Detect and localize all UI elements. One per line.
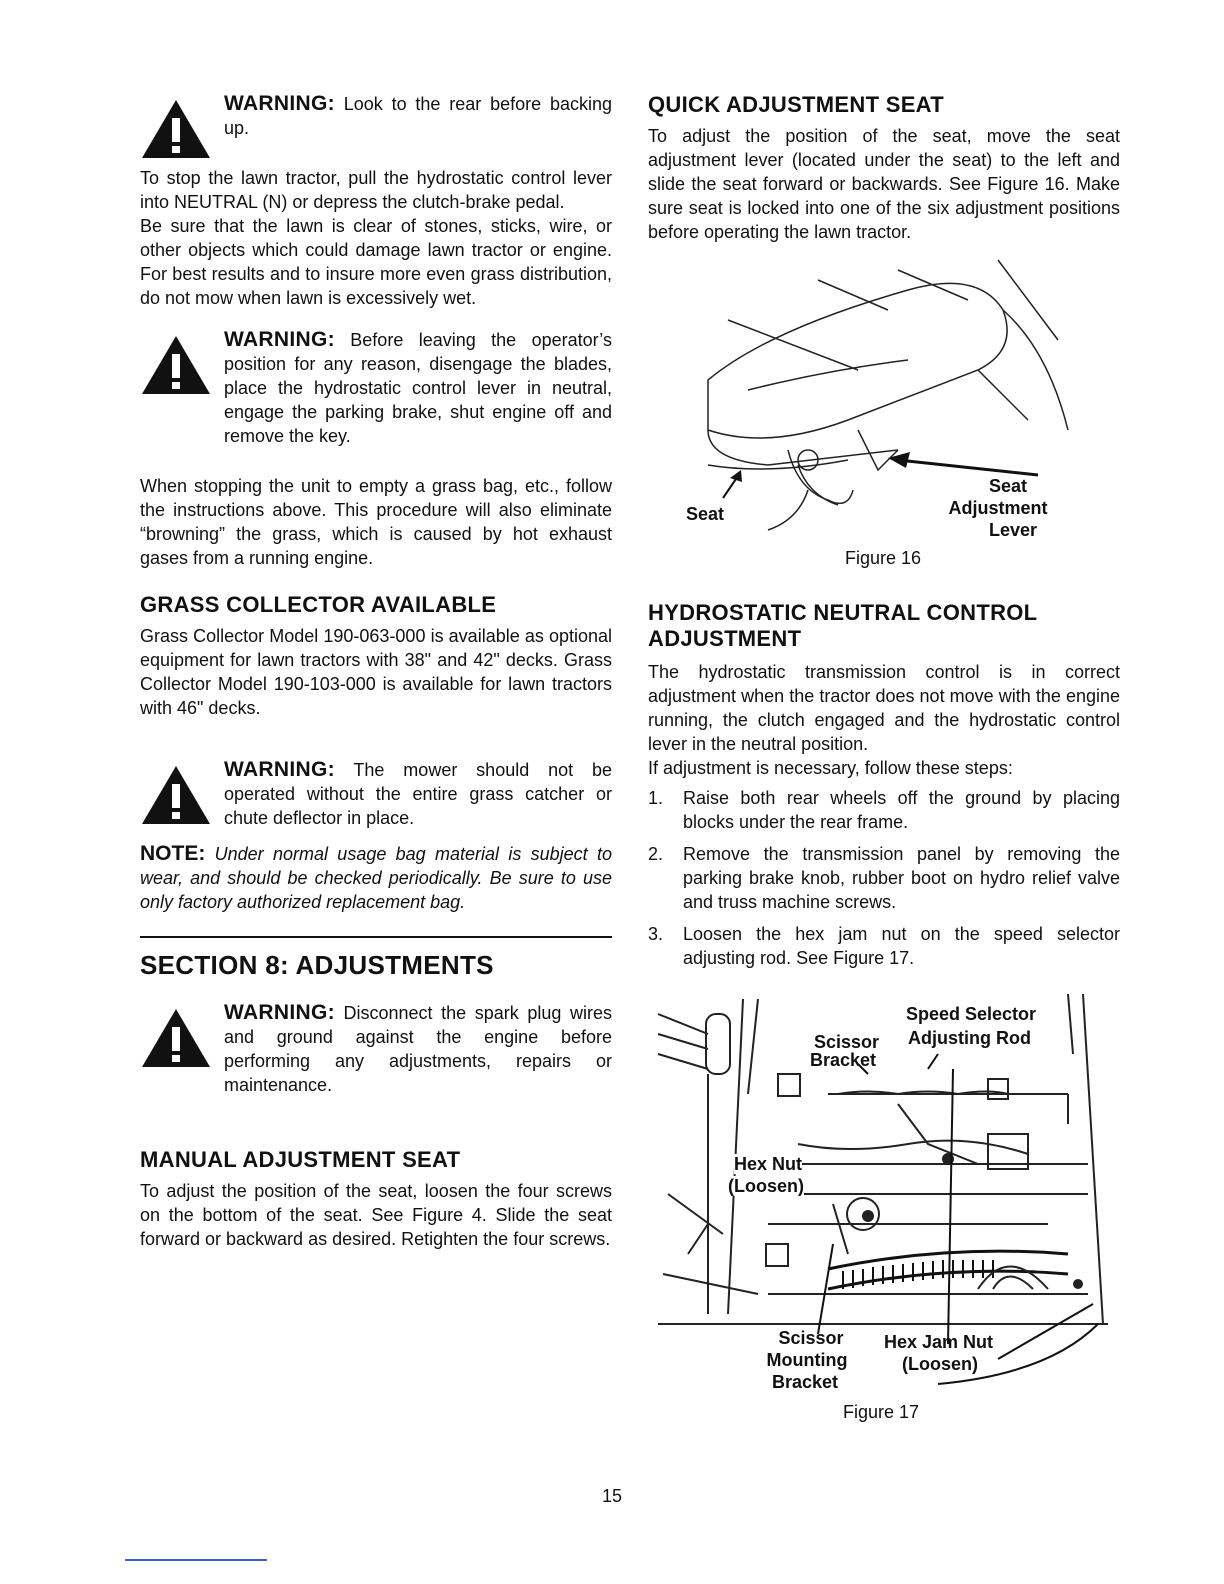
fig17-hex-jam-nut-label-1: Hex Jam Nut (884, 1332, 994, 1352)
warning-triangle-icon (140, 1007, 212, 1069)
quick-adjustment-text: To adjust the position of the seat, move the seat adjustment lever (located under the seat) to the left and slide the seat forward or backwards. See Figure 16. Make sure seat is locked into one of the six adjustment positions before operating the lawn tractor. (648, 126, 1120, 242)
fig17-mounting-bracket-label-3: Bracket (771, 1372, 839, 1392)
manual-adjustment-text: To adjust the position of the seat, loosen the four screws on the bottom of the seat. See Figure 4. Slide the seat forward or backward as desired. Retighten the four screws. (140, 1181, 612, 1249)
list-item (648, 922, 1120, 970)
fig17-speed-selector-label-2: Adjusting Rod (908, 1028, 1031, 1048)
warning-body: Before leaving the operator’s position for any reason, disengage the blades, place the hydrostatic control lever in neutral, engage the parking brake, shut engine off and remove the key. (224, 330, 612, 446)
hydrostatic-heading-line1: HYDROSTATIC NEUTRAL CONTROL (648, 600, 1038, 625)
step-text: Loosen the hex jam nut on the speed selector adjusting rod. See Figure 17. (683, 924, 1120, 968)
fig16-lever-label-3: Lever (988, 520, 1038, 540)
step-text: Remove the transmission panel by removing the parking brake knob, rubber boot on hydro relief valve and truss machine screws. (683, 844, 1120, 912)
lever-arrow (898, 460, 1038, 475)
fig17-scissor-bracket-label-1: Scissor (814, 1032, 880, 1052)
quick-adjustment-heading: QUICK ADJUSTMENT SEAT (648, 92, 944, 117)
fig17-mounting-bracket-label-2: Mounting (766, 1350, 848, 1370)
warning-text (224, 328, 612, 448)
grass-bag-paragraph: When stopping the unit to empty a grass bag, etc., follow the instructions above. This procedure will also eliminate “browning” the grass, which is caused by hot exhaust gases from a running engine. (140, 476, 612, 568)
figure-17 (648, 994, 1120, 1434)
stop-tractor-paragraph: To stop the lawn tractor, pull the hydrostatic control lever into NEUTRAL (N) or depress the clutch-brake pedal. (140, 168, 612, 212)
adjustment-steps (648, 786, 1120, 970)
fig17-hex-nut-label-1: Hex Nut (734, 1154, 803, 1174)
warning-leaving-position (140, 328, 612, 448)
warning-label: WARNING: (224, 328, 335, 351)
warning-text (224, 758, 612, 830)
fig16-lever-label-1: Seat (988, 476, 1028, 496)
warning-triangle-icon (140, 98, 212, 160)
fig17-scissor-bracket-label-2: Bracket (810, 1050, 877, 1070)
hydrostatic-text: The hydrostatic transmission control is in correct adjustment when the tractor does not move with the engine running, the clutch engaged and the hydrostatic control lever in the neutral position. (648, 662, 1120, 754)
warning-body: Disconnect the spark plug wires and ground against the engine before performing any adjustments, repairs or maintenance. (224, 1003, 612, 1095)
lawn-clear-paragraph: Be sure that the lawn is clear of stones, sticks, wire, or other objects which could damage lawn tractor or engine. For best results and to insure more even grass distribution, do not mow when lawn is excessively wet. (140, 216, 612, 308)
note-body: Under normal usage bag material is subject to wear, and should be checked periodically. Be sure to use only factory authorized replacement bag. (140, 844, 612, 912)
section-divider (140, 936, 612, 938)
warning-triangle-icon (140, 764, 212, 826)
bottom-rule (125, 1559, 267, 1561)
fig17-hex-jam-nut-label-2: (Loosen) (902, 1354, 978, 1374)
warning-text (224, 1001, 612, 1097)
fig16-lever-label-2: Adjustment (948, 498, 1048, 518)
grass-collector-heading: GRASS COLLECTOR AVAILABLE (140, 592, 497, 617)
list-item (648, 786, 1120, 834)
warning-label: WARNING: (224, 1001, 335, 1024)
fig17-mounting-bracket-label-1: Scissor (778, 1328, 844, 1348)
warning-label: WARNING: (224, 92, 335, 115)
warning-body: Look to the rear before backing up. (224, 94, 612, 138)
warning-label: WARNING: (224, 758, 335, 781)
page-number: 15 (601, 1486, 623, 1506)
step-text: Raise both rear wheels off the ground by placing blocks under the rear frame. (683, 788, 1120, 832)
warning-text (224, 92, 612, 140)
warning-body: The mower should not be operated without the entire grass catcher or chute deflector in place. (224, 760, 612, 828)
figure-17-caption: Figure 17 (842, 1402, 920, 1422)
fig16-seat-label: Seat (686, 504, 725, 524)
grass-collector-text: Grass Collector Model 190-063-000 is available as optional equipment for lawn tractors with 38" and 42" decks. Grass Collector Model 190-103-000 is available for lawn tractors with 46" decks. (140, 626, 612, 718)
left-column (140, 92, 612, 1251)
note-label: NOTE: (140, 842, 206, 865)
warning-disconnect-spark-plug (140, 1001, 612, 1097)
hydrostatic-heading-line2: ADJUSTMENT (648, 626, 802, 651)
figure-16 (648, 250, 1120, 600)
manual-adjustment-heading: MANUAL ADJUSTMENT SEAT (140, 1147, 461, 1172)
step-number: 1. (648, 788, 664, 808)
step-number: 2. (648, 844, 664, 864)
list-item (648, 842, 1120, 914)
warning-triangle-icon (140, 334, 212, 396)
figure-16-caption: Figure 16 (844, 548, 922, 568)
section-title: SECTION 8: ADJUSTMENTS (140, 950, 494, 980)
fig17-speed-selector-label-1: Speed Selector (906, 1004, 1037, 1024)
note-paragraph (140, 842, 612, 914)
warning-backing-up (140, 92, 612, 140)
fig17-hex-nut-label-2: (Loosen) (728, 1176, 804, 1196)
step-number: 3. (648, 924, 664, 944)
hydrostatic-steps-intro: If adjustment is necessary, follow these steps: (648, 758, 1013, 778)
warning-grass-catcher (140, 758, 612, 830)
right-column (648, 92, 1120, 1434)
